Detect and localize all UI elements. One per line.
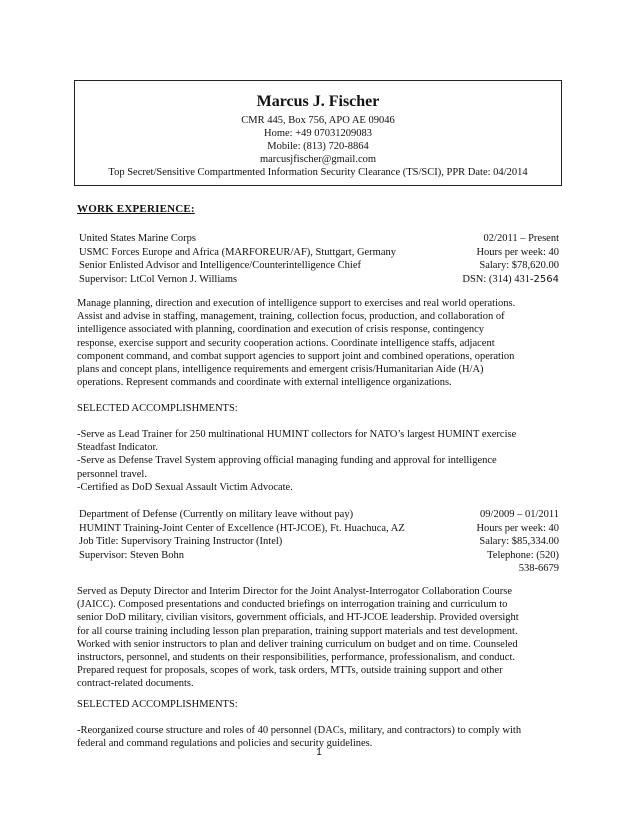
- job1-details: [79, 232, 396, 286]
- job2-description: Served as Deputy Director and Interim Director for the Joint Analyst-Interrogator Collaboration Course (JAICC). Composed presentations and conducted briefings on interrogation training and curriculum to senior DoD military, civilian visitors, government officials, and HT-JCOE leadership. Provided oversight for all course training including lesson plan preparation, training support materials and test development. Worked with senior instructors to plan and deliver training curriculum on budget and on time. Counseled instructors, personnel, and students on their responsibilities, performance, professionalism, and conduct. Prepared request for proposals, scopes of work, task orders, MTTs, outside training support and other contract-related documents.: [77, 586, 519, 690]
- job2-dates: 09/2009 – 01/2011: [480, 509, 559, 520]
- job1-description: Manage planning, direction and execution of intelligence support to exercises and real world operations. Assist and advise in staffing, management, training, collection focus, production, and collaboration of intelligence associated with planning, coordination and execution of crisis response, contingency response, exercise support and security cooperation actions. Coordinate intelligence staffs, adjacent component command, and combat support agencies to support joint and combined operations, operation plans and concept plans, intelligence requirements and emergent crisis/Humanitarian Aide (H/A) operations. Represent commands and coordinate with external intelligence organizations.: [77, 298, 516, 389]
- job1-employer: United States Marine Corps: [79, 233, 196, 244]
- job1-dsn: DSN: (314) 431-2564: [462, 273, 559, 285]
- job2-details: [79, 508, 405, 562]
- candidate-name: Marcus J. Fischer: [256, 93, 380, 110]
- job1-dates: 02/2011 – Present: [483, 233, 559, 244]
- job1-salary: Salary: $78,620.00: [479, 260, 559, 271]
- job1-supervisor: Supervisor: LtCol Vernon J. Williams: [79, 273, 238, 285]
- job1-organization: USMC Forces Europe and Africa (MARFOREUR/AF), Stuttgart, Germany: [79, 246, 397, 258]
- page-number: 1: [316, 747, 322, 758]
- job1-hours: Hours per week: 40: [476, 246, 559, 258]
- job2-supervisor: Supervisor: Steven Bohn: [79, 549, 184, 561]
- job2-hours: Hours per week: 40: [476, 522, 559, 534]
- home-phone: Home: +49 07031209083: [264, 128, 372, 139]
- mailing-address: CMR 445, Box 756, APO AE 09046: [241, 115, 395, 126]
- job1-accomplishments: -Serve as Lead Trainer for 250 multinational HUMINT collectors for NATO’s largest HUMINT exercise Steadfast Indicator. -Serve as Defense Travel System approving official managing funding and approval for intelligence personnel travel. -Certified as DoD Sexual Assault Victim Advocate.: [77, 429, 517, 493]
- job2-accomplishments: -Reorganized course structure and roles of 40 personnel (DACs, military, and contractors) to comply with federal and command regulations and policies and security guidelines.: [77, 725, 522, 750]
- contact-header-box: [74, 80, 562, 186]
- job2-title: Job Title: Supervisory Training Instructor (Intel): [79, 536, 283, 547]
- job1-meta: [462, 232, 559, 286]
- job2-meta: [476, 508, 559, 576]
- job2-salary: Salary: $85,334.00: [479, 536, 559, 547]
- work-experience-heading: WORK EXPERIENCE:: [77, 203, 195, 215]
- job1-title: Senior Enlisted Advisor and Intelligence/Counterintelligence Chief: [79, 260, 361, 271]
- job2-accomplishments-heading: SELECTED ACCOMPLISHMENTS:: [77, 699, 238, 710]
- job2-telephone: Telephone: (520): [487, 549, 559, 561]
- email-address: marcusjfischer@gmail.com: [259, 154, 377, 165]
- security-clearance: Top Secret/Sensitive Compartmented Information Security Clearance (TS/SCI), PPR Date: 04/2014: [108, 167, 528, 178]
- job2-employer: Department of Defense (Currently on military leave without pay): [79, 509, 354, 520]
- job2-telephone-cont: 538-6679: [518, 563, 559, 574]
- job2-organization: HUMINT Training-Joint Center of Excellence (HT-JCOE), Ft. Huachuca, AZ: [79, 522, 405, 534]
- job1-accomplishments-heading: SELECTED ACCOMPLISHMENTS:: [77, 403, 238, 414]
- mobile-phone: Mobile: (813) 720-8864: [267, 141, 369, 152]
